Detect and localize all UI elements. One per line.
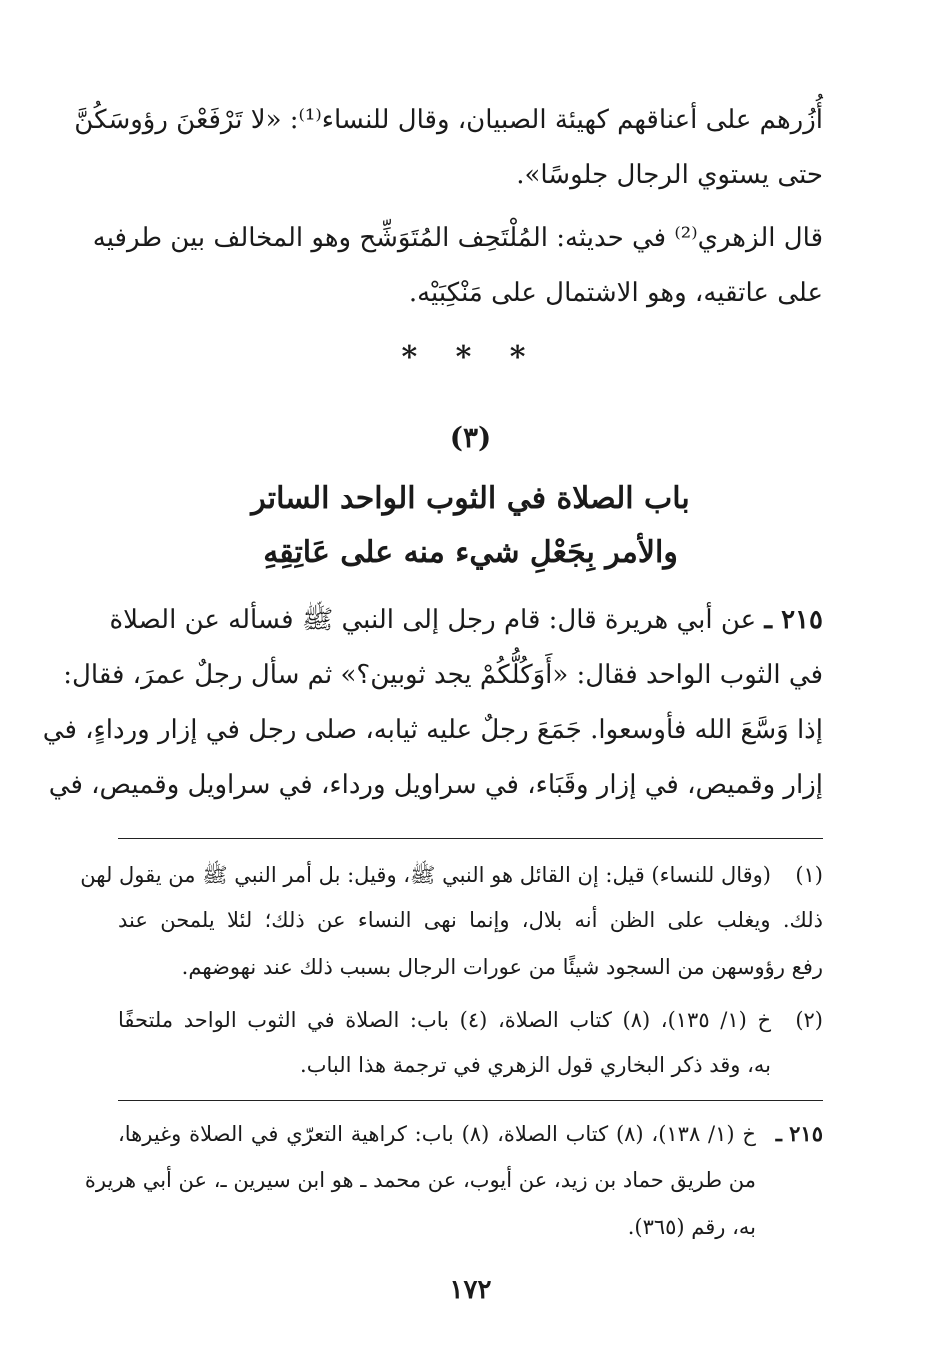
body-line: أُزُرهم على أعناقهم كهيئة الصبيان، وقال للنساء⁽¹⁾: «لا تَرْفَعْنَ رؤوسَكُنَّ [74,105,823,135]
source-note-line: به، رقم (٣٦٥). [627,1215,756,1239]
source-note-number: ٢١٥ ـ [775,1121,823,1146]
chapter-title: باب الصلاة في الثوب الواحد الساتر [251,481,690,516]
source-note-line: خ (١/ ١٣٨)، (٨) كتاب الصلاة، (٨) باب: كراهية التعرّي في الصلاة وغيرها، [118,1122,756,1146]
footnote-line: به، وقد ذكر البخاري قول الزهري في ترجمة هذا الباب. [300,1053,771,1077]
footnote-line: ذلك. ويغلب على الظن أنه بلال، وإنما نهى النساء عن ذلك؛ لئلا يلمحن عند [118,908,823,932]
footnote-line: (وقال للنساء) قيل: إن القائل هو النبي ﷺ، وقيل: بل أمر النبي ﷺ من يقول لهن [80,863,771,887]
body-line: قال الزهري⁽²⁾ في حديثه: المُلْتَحِف المُتَوَشِّح وهو المخالف بين طرفيه [92,223,823,253]
body-line: على عاتقيه، وهو الاشتمال على مَنْكِبَيْه. [408,278,823,308]
source-note-line: من طريق حماد بن زيد، عن أيوب، عن محمد ـ هو ابن سيرين ـ، عن أبي هريرة [84,1168,756,1192]
chapter-number: (٣) [449,421,492,454]
footnote-marker: (٢) [795,1008,823,1032]
footnote-line: خ (١/ ١٣٥)، (٨) كتاب الصلاة، (٤) باب: الصلاة في الثوب الواحد ملتحفًا [118,1008,772,1032]
footnote-marker: (١) [795,863,823,887]
page-number: ١٧٢ [449,1275,492,1305]
footnote-divider [118,838,823,839]
section-separator: * * * [401,340,540,375]
hadith-first-line [109,600,823,640]
hadith-number: ٢١٥ ـ [764,605,823,635]
chapter-subtitle: والأمر بِجَعْلِ شيء منه على عَاتِقِهِ [263,535,678,570]
body-line: إزار وقميص، في إزار وقَبَاء، في سراويل ورداء، في سراويل وقميص، في [48,770,823,800]
source-divider [118,1100,823,1101]
body-line: في الثوب الواحد فقال: «أَوَكُلُّكُمْ يجد ثوبين؟» ثم سأل رجلٌ عمرَ، فقال: [63,660,823,690]
hadith-text: عن أبي هريرة قال: قام رجل إلى النبي ﷺ فسأله عن الصلاة [109,605,757,635]
footnote-line: رفع رؤوسهن من السجود شيئًا من عورات الرجال بسبب ذلك عند نهوضهم. [181,955,823,979]
body-line: إذا وَسَّعَ الله فأوسعوا. جَمَعَ رجلٌ عليه ثيابه، صلى رجل في إزار ورداءٍ، في [42,715,823,745]
body-line: حتى يستوي الرجال جلوسًا». [516,160,823,190]
